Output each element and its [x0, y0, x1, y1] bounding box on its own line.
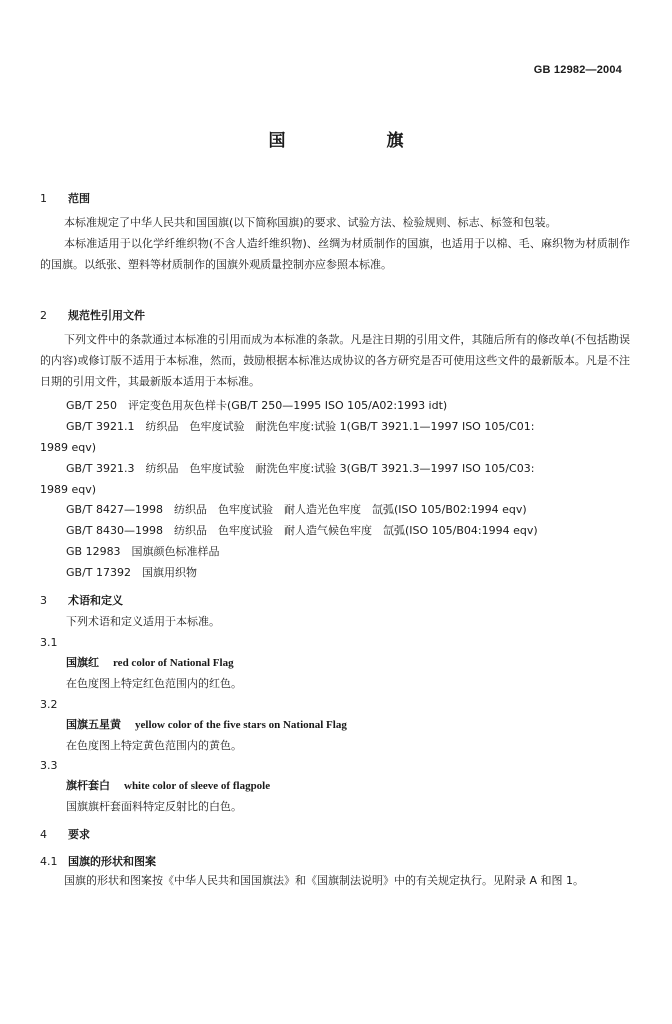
section-number: 4 [40, 828, 47, 841]
term-definition: 在色度图上特定黄色范围内的黄色。 [66, 739, 242, 752]
section-1-body [40, 212, 630, 275]
reference-item: GB/T 250 评定变色用灰色样卡(GB/T 250—1995 ISO 105/A02:1993 idt) [66, 399, 448, 412]
section-title: 规范性引用文件 [68, 309, 145, 322]
section-3-heading [40, 594, 630, 608]
term-name [66, 779, 270, 793]
term-cn: 国旗五星黄 [66, 718, 121, 731]
standard-code: GB 12982—2004 [533, 64, 622, 76]
subsection-number: 4.1 [40, 855, 58, 868]
term-number: 3.2 [40, 698, 58, 711]
term-number: 3.3 [40, 759, 58, 772]
term-cn: 国旗红 [66, 656, 99, 669]
section-2-body [40, 329, 630, 392]
term-en: yellow color of the five stars on National Flag [135, 719, 347, 731]
paragraph: 国旗的形状和图案按《中华人民共和国国旗法》和《国旗制法说明》中的有关规定执行。见附录 A 和图 1。 [64, 874, 585, 887]
term-definition: 在色度图上特定红色范围内的红色。 [66, 677, 242, 690]
term-definition: 国旗旗杆套面料特定反射比的白色。 [66, 800, 242, 813]
section-title: 要求 [68, 828, 90, 841]
section-3-intro: 下列术语和定义适用于本标准。 [66, 615, 220, 628]
subsection-4-1-heading [40, 855, 630, 869]
section-title: 术语和定义 [68, 594, 123, 607]
section-number: 3 [40, 594, 47, 607]
section-number: 1 [40, 192, 47, 205]
reference-item: GB 12983 国旗颜色标准样品 [66, 545, 220, 558]
reference-item: GB/T 3921.3 纺织品 色牢度试验 耐洗色牢度:试验 3(GB/T 3921.3—1997 ISO 105/C03: [66, 462, 535, 475]
subsection-4-1-body [40, 870, 630, 891]
term-en: white color of sleeve of flagpole [124, 780, 271, 792]
subsection-title: 国旗的形状和图案 [68, 855, 156, 868]
page-title: 国 旗 [268, 131, 446, 151]
section-1-heading [40, 192, 630, 206]
paragraph: 本标准适用于以化学纤维织物(不含人造纤维织物)、丝绸为材质制作的国旗，也适用于以棉、毛、麻织物为材质制作的国旗。以纸张、塑料等材质制作的国旗外观质量控制亦应参照本标准。 [40, 237, 630, 271]
paragraph: 下列文件中的条款通过本标准的引用而成为本标准的条款。凡是注日期的引用文件，其随后所有的修改单(不包括勘误的内容)或修订版不适用于本标准，然而，鼓励根据本标准达成协议的各方研究是否可使用这些文件的最新版本。凡是不注日期的引用文件，其最新版本适用于本标准。 [40, 333, 630, 388]
section-title: 范围 [68, 192, 90, 205]
paragraph: 本标准规定了中华人民共和国国旗(以下简称国旗)的要求、试验方法、检验规则、标志、标签和包装。 [64, 216, 557, 229]
section-number: 2 [40, 309, 47, 322]
reference-item-continued: 1989 eqv) [40, 441, 97, 454]
term-number: 3.1 [40, 636, 58, 649]
term-name [66, 656, 234, 670]
term-cn: 旗杆套白 [66, 779, 110, 792]
reference-item: GB/T 17392 国旗用织物 [66, 566, 197, 579]
reference-item-continued: 1989 eqv) [40, 483, 97, 496]
term-name [66, 718, 347, 732]
section-4-heading [40, 828, 630, 842]
reference-item: GB/T 8430—1998 纺织品 色牢度试验 耐人造气候色牢度 氙弧(ISO 105/B04:1994 eqv) [66, 524, 538, 537]
term-en: red color of National Flag [113, 657, 234, 669]
section-2-heading [40, 309, 630, 323]
reference-item: GB/T 8427—1998 纺织品 色牢度试验 耐人造光色牢度 氙弧(ISO 105/B02:1994 eqv) [66, 503, 527, 516]
reference-item: GB/T 3921.1 纺织品 色牢度试验 耐洗色牢度:试验 1(GB/T 3921.1—1997 ISO 105/C01: [66, 420, 535, 433]
